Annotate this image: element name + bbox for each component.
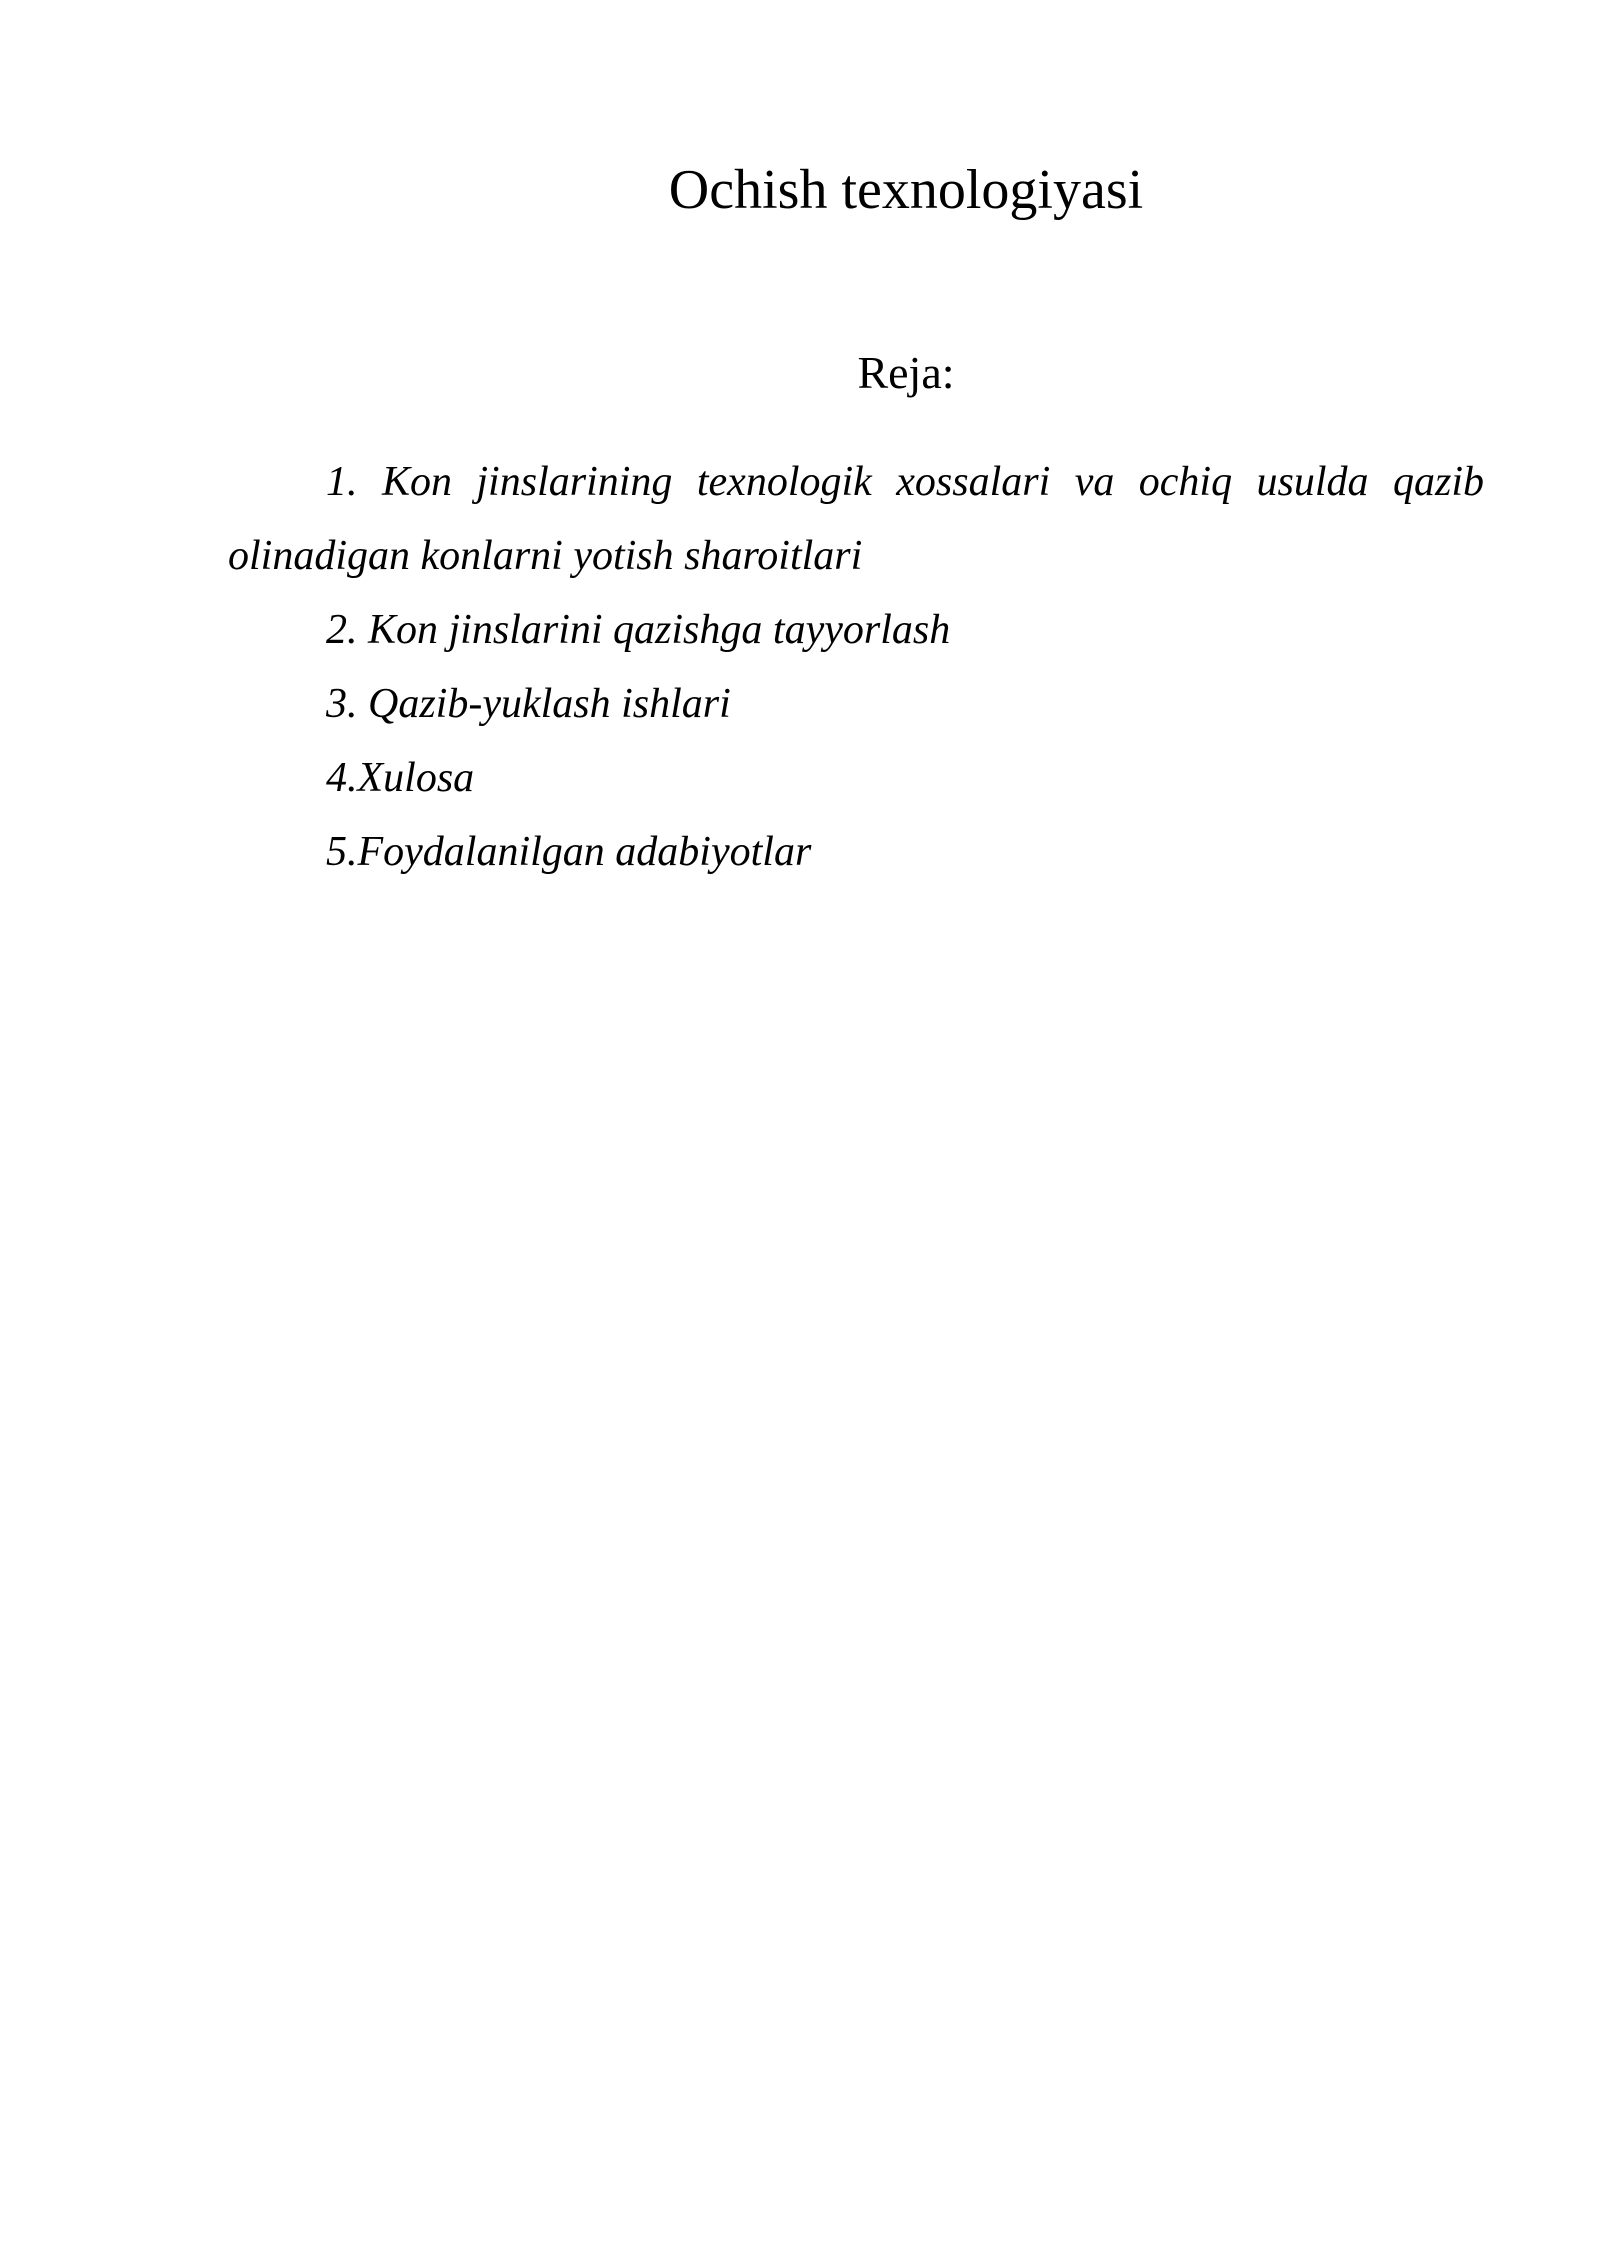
plan-item: 4.Xulosa — [326, 755, 475, 801]
plan-heading: Reja: — [857, 347, 955, 398]
plan-list — [228, 445, 1484, 889]
plan-item: 1. Kon jinslarining texnologik xossalari va ochiq usulda qazib olinadigan konlarni yotish sharoitlari — [228, 459, 1484, 579]
plan-item: 2. Kon jinslarini qazishga tayyorlash — [326, 607, 951, 653]
document-title: Ochish texnologiyasi — [668, 159, 1144, 221]
plan-item: 3. Qazib-yuklash ishlari — [326, 681, 731, 727]
plan-item: 5.Foydalanilgan adabiyotlar — [326, 829, 812, 875]
